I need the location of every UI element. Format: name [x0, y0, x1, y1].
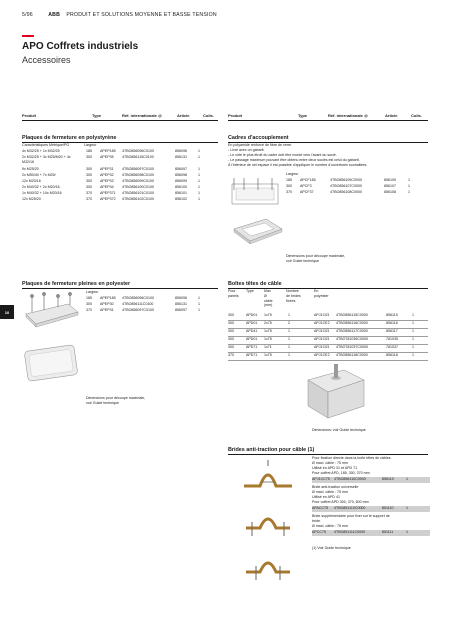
divider	[228, 454, 428, 455]
footnote: (1) Voir Guide technique	[312, 546, 351, 550]
head-nombre: Nombre de brides fixées	[286, 289, 301, 303]
brand-name: ABB	[48, 12, 61, 18]
product-image-cadre-frame	[232, 215, 284, 247]
head-caract: Caractéristiques Métrique/PG	[22, 143, 70, 147]
cell-ref: 4TBO856102C0100	[122, 197, 154, 201]
cell-type: APCF185	[300, 178, 316, 182]
col-produit: Produit	[228, 113, 242, 118]
cell-largeur: 370	[86, 191, 92, 195]
product-image-bride-3	[236, 550, 300, 584]
cell-type: APEP371	[100, 191, 116, 195]
cell-article: 856107	[384, 184, 396, 188]
note-line: Dimensions pour découpe maximale,	[286, 254, 346, 258]
page-header	[22, 12, 217, 18]
cell-article: 856109	[384, 178, 396, 182]
cell-type: APEP31	[100, 167, 114, 171]
cell-caract: 2x M50/40 + 7x M25/	[22, 173, 56, 177]
cell-colis: 1	[198, 308, 200, 312]
cell-caract: 2x M40/32 + 2x M20/16	[22, 185, 60, 189]
description-line: - Le côté le plus étroit du cadre doit être monté vers l'avant du socle.	[228, 153, 337, 157]
accent-bar	[22, 35, 34, 37]
table-row: 300 APD71 1x71 1 APJ1C03 4TBO781037C0000 781037 1	[228, 345, 428, 353]
cell-ref: 4TBO856108C0000	[330, 190, 362, 194]
table-row: APACC75 4TBO851110C0000 851110 1	[312, 506, 430, 512]
cell-largeur: 370	[86, 308, 92, 312]
section-title-cadres: Cadres d'accouplement	[228, 135, 289, 141]
description-line: - Livré avec un gabarit.	[228, 148, 265, 152]
section-title-brides: Brides anti-traction pour câble (1)	[228, 447, 315, 453]
cell-colis: 1	[198, 167, 200, 171]
cell-largeur: 300	[86, 173, 92, 177]
cell-caract: 1x M40/32 + 10x M20/16	[22, 191, 62, 195]
table-row	[86, 308, 218, 314]
cell-type: APEP35	[100, 155, 114, 159]
section-title-boites: Boîtes têtes de câble	[228, 281, 282, 287]
cell-largeur: 185	[86, 296, 92, 300]
cell-type: APEP185	[100, 296, 116, 300]
note-line: voir Guide technique	[286, 259, 319, 263]
page-number: 5/96	[22, 12, 33, 18]
table-row	[286, 190, 428, 196]
col-article: Article	[385, 113, 398, 118]
cell-type: APEP34	[100, 185, 114, 189]
table-row: 300 APD01 1x75 1 APJ1C03 4TBO781035C0000 781035 1	[228, 337, 428, 345]
cell-type: APCF3	[300, 184, 312, 188]
cell-largeur: 300	[86, 302, 92, 306]
head-largeur: Largeur	[286, 172, 299, 176]
cell-colis: 1	[198, 155, 200, 159]
cell-colis: 1	[198, 302, 200, 306]
col-produit: Produit	[22, 113, 36, 118]
note-dimensions-left	[86, 396, 145, 406]
clamp-illustration	[236, 550, 300, 584]
cell-colis: 1	[198, 179, 200, 183]
cell-type: APEP33	[100, 179, 114, 183]
cell-largeur: 185	[86, 149, 92, 153]
cell-largeur: 300	[286, 184, 292, 188]
product-image-boite	[298, 362, 372, 424]
cell-colis: 1	[198, 185, 200, 189]
frame-ring-illustration	[232, 215, 284, 247]
cell-article: 856097	[175, 308, 187, 312]
cell-article: 856098	[175, 173, 187, 177]
head-pour: Pour panels	[228, 289, 239, 298]
cell-colis: 1	[198, 197, 200, 201]
cable-box-illustration	[298, 362, 372, 424]
cell-largeur: 300	[86, 185, 92, 189]
product-image-plaque	[22, 340, 80, 384]
cell-article: 856102	[175, 197, 187, 201]
cell-ref: 4TBO856111C0100	[122, 302, 154, 306]
description-line: En polyamide renforcé de fibre de verre.	[228, 143, 293, 147]
cell-type: APEP185	[100, 149, 116, 153]
header-section: PRODUIT ET SOLUTIONS MOYENNE ET BASSE TENSION	[66, 12, 217, 18]
note-dimensions-right	[286, 254, 345, 264]
col-type: Type	[92, 113, 102, 118]
cell-colis: 1	[198, 173, 200, 177]
table-row: 300 APD01 1x75 1 APJ1C03 4TBO856115C0000 856115 1	[228, 313, 428, 321]
head-polyester: En polyester	[314, 289, 329, 298]
table-head	[228, 289, 428, 313]
cell-ref: 4TBO856097C0100	[122, 308, 154, 312]
table-row: 300 APD41 1x75 1 APJ1C03 4TBO856117C0000 856117 1	[228, 329, 428, 337]
cell-article: 856131	[175, 155, 187, 159]
col-colis: Colis.	[411, 113, 422, 118]
cell-caract: 12x M20/16	[22, 179, 41, 183]
divider	[22, 288, 218, 289]
product-image-plaque-pleine	[22, 290, 80, 332]
cell-type: APEP31	[100, 308, 114, 312]
cell-largeur: 185	[286, 178, 292, 182]
table-row: APCC75 4TBO851111C0000 851111 1	[312, 530, 430, 536]
cell-ref: 4TBO856100C0100	[122, 185, 154, 189]
note-dimensions-boite: Dimensions: voir Guide technique	[312, 428, 366, 432]
product-image-bride-2	[236, 508, 300, 542]
table-row	[22, 155, 218, 167]
cell-caract: 2x M32/25 + 3x M25/M20 + 4x M32/16	[22, 155, 71, 164]
brides-description-3: Bride supplémentaire pour fixer sur le support de bride. Ø maxi. câble : 75 mm	[312, 514, 390, 528]
col-ref: Réf. internationale @	[122, 113, 162, 118]
brides-description-1: Pour fixation directe dans la boîte têtes de câbles. Ø maxi. câble : 75 mm Utilisé en APD 31 et APD 71 Pour coffret APD, 185, 300, 370 mm	[312, 456, 392, 475]
col-article: Article	[177, 113, 190, 118]
note-line: voir Guide technique	[86, 401, 119, 405]
page-subtitle: Accessoires	[22, 55, 71, 65]
cell-ref: 4TBO856109C0000	[330, 178, 362, 182]
clamp-illustration	[236, 508, 300, 542]
section-title-plaques: Plaques de fermeture en polystyrène	[22, 135, 117, 141]
brides-description-2: Bride anti-traction universelle Ø maxi. câble : 75 mm Utilisé en APD 41 Pour coffret APD 300, 370, 600 mm	[312, 485, 369, 504]
cell-colis: 1	[408, 190, 410, 194]
note-line: Dimensions pour découpe maximale,	[86, 396, 146, 400]
cell-type: APEP30	[100, 302, 114, 306]
cell-article: 856099	[175, 179, 187, 183]
cell-ref: 4TBO856096C0100	[122, 296, 154, 300]
table-row: 370 APD71 1x75 1 APJ1CE2 4TBO856118C0000 856118 1	[228, 353, 428, 361]
cell-article: 856101	[175, 191, 187, 195]
cell-ref: 4TBO856101C0100	[122, 191, 154, 195]
cell-largeur: 370	[286, 190, 292, 194]
description-line: À l'intérieur de cet espace il est possible d'appliquer le nombre d'ouvertures souhaitées.	[228, 163, 368, 167]
blank-plate-illustration	[22, 340, 80, 384]
head-max: Max Ø câble (mm)	[264, 289, 273, 308]
cell-colis: 1	[408, 184, 410, 188]
cell-type: APEP372	[100, 197, 116, 201]
cadres-description	[228, 143, 428, 168]
cell-largeur: 370	[86, 197, 92, 201]
boites-table	[228, 313, 428, 361]
cell-article: 856097	[175, 167, 187, 171]
cell-colis: 1	[198, 191, 200, 195]
side-tab: 10	[0, 305, 14, 319]
plate-illustration	[22, 290, 80, 332]
cell-article: 856100	[175, 185, 187, 189]
table-row	[22, 197, 218, 203]
head-largeur: Largeur	[84, 143, 97, 147]
col-colis: Colis.	[203, 113, 214, 118]
cell-type: APCF37	[300, 190, 314, 194]
cell-ref: 4TBO856098C0100	[122, 173, 154, 177]
plaques-table	[22, 149, 218, 203]
cadres-table	[286, 178, 428, 196]
cell-largeur: 300	[86, 179, 92, 183]
cell-caract: 12x M25/20	[22, 197, 41, 201]
cell-ref: 4TBO856097C0100	[122, 167, 154, 171]
cell-ref: 4TBO856107C0000	[330, 184, 362, 188]
cell-caract: 9x M25/20	[22, 167, 39, 171]
cell-ref: 4TBO856099C0100	[122, 179, 154, 183]
cell-ref: 4TBO856096C0100	[122, 149, 154, 153]
product-image-bride-1	[236, 458, 300, 498]
table-row: APJ1CC75 4TBO856110C0000 856110 1	[312, 477, 430, 483]
head-type: Type	[246, 289, 254, 293]
page-title: APO Coffrets industriels	[22, 41, 139, 52]
column-header-left	[22, 112, 218, 121]
cell-largeur: 300	[86, 167, 92, 171]
cell-article: 856131	[175, 302, 187, 306]
cell-largeur: 300	[86, 155, 92, 159]
table-row: 300 APD01 2x75 2 APJ1CE2 4TBO856116C0000 856116 1	[228, 321, 428, 329]
cell-article: 856096	[175, 296, 187, 300]
cell-colis: 1	[198, 296, 200, 300]
cell-colis: 1	[198, 149, 200, 153]
cell-article: 856108	[384, 190, 396, 194]
cell-article: 856096	[175, 149, 187, 153]
product-image-cadre	[228, 176, 282, 210]
description-line: - Le passage maximum pouvant être obtenu entre deux socles est celui du gabarit.	[228, 158, 360, 162]
cell-colis: 1	[408, 178, 410, 182]
cell-ref: 4TBO856115C0100	[122, 155, 154, 159]
section-title-plaques-pleines: Plaques de fermeture pleines en polyester	[22, 281, 131, 287]
head-largeur: Largeur	[86, 290, 99, 294]
col-type: Type	[298, 113, 308, 118]
clamp-illustration	[236, 458, 300, 498]
cell-type: APEP32	[100, 173, 114, 177]
plaques-pleines-table	[86, 296, 218, 314]
column-header-right	[228, 112, 428, 121]
frame-illustration	[228, 176, 282, 210]
cell-caract: 4x M32/25 + 1x M32/25	[22, 149, 60, 153]
col-ref: Réf. internationale @	[328, 113, 368, 118]
